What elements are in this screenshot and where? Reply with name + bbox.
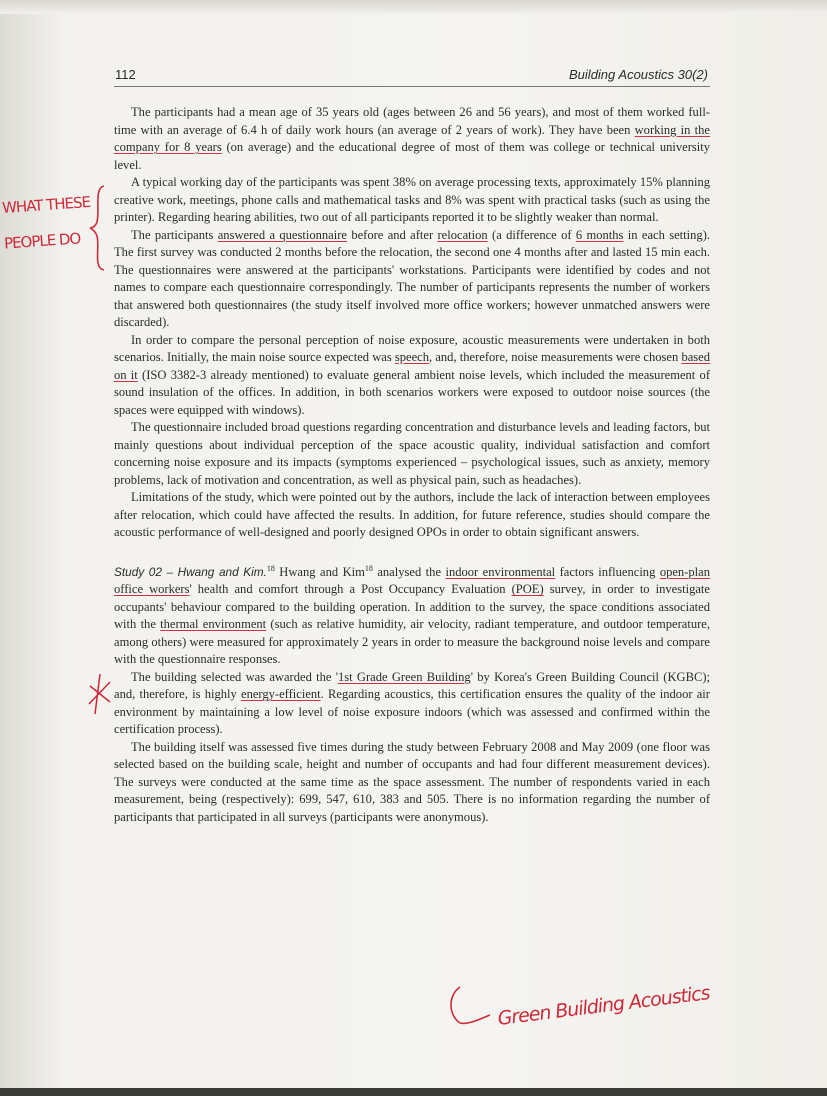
underlined-phrase: thermal environment bbox=[160, 617, 267, 632]
text-run: Hwang and Kim bbox=[274, 564, 365, 579]
underlined-phrase: answered a questionnaire bbox=[217, 227, 347, 242]
underlined-phrase: speech bbox=[394, 350, 430, 364]
hook-arrow-icon bbox=[446, 985, 494, 1027]
underlined-phrase: indoor environmental bbox=[445, 564, 556, 579]
reference-superscript: 18 bbox=[266, 563, 275, 573]
underlined-phrase: (POE) bbox=[511, 582, 544, 597]
body-paragraph bbox=[114, 419, 710, 489]
body-paragraph bbox=[114, 332, 710, 420]
text-run: ' by Korea's Green Building Council (KGBC); and, therefore, is highly bbox=[114, 669, 710, 702]
bottom-margin-note: Green Building Acoustics bbox=[496, 982, 711, 1030]
underlined-phrase: 6 months bbox=[575, 227, 624, 242]
body-paragraph bbox=[114, 174, 710, 227]
margin-note-line-1: WHAT THESE bbox=[1, 192, 91, 218]
body-paragraph bbox=[114, 489, 710, 542]
underlined-phrase: energy-efficient bbox=[241, 687, 321, 702]
text-run: analysed the bbox=[372, 564, 446, 579]
underlined-phrase: relocation bbox=[437, 227, 488, 242]
text-run: The participants had a mean age of 35 years old (ages between 26 and 56 years), and most of them worked full-time with an average of 6.4 h of daily work hours (an average of 2 years of work). They have been bbox=[114, 105, 710, 137]
text-run: (on average) and the educational degree of most of them was college or technical university level. bbox=[114, 140, 711, 172]
underlined-phrase: based on it bbox=[114, 350, 711, 382]
text-run: A typical working day of the participants was spent 38% on average processing texts, approximately 15% planning creative work, meetings, phone calls and mathematical tasks and 8% was spent with practical tasks (such as using the printer). Regarding hearing abilities, two out of all participants reported it to be slightly weaker than normal. bbox=[114, 175, 710, 224]
page-top-shadow bbox=[0, 0, 827, 14]
text-run: The building selected was awarded the ' bbox=[131, 669, 338, 684]
text-run: (such as relative humidity, air velocity, radiant temperature, and outdoor temperature, among others) were measured for approximately 2 years in order to measure the background noise levels and compare with the questionnaire responses. bbox=[114, 617, 710, 667]
body-paragraph bbox=[114, 739, 710, 827]
text-run: (a difference of bbox=[487, 227, 576, 242]
star-mark-icon bbox=[86, 672, 116, 716]
brace-mark-icon bbox=[88, 184, 110, 272]
journal-title: Building Acoustics 30(2) bbox=[569, 67, 708, 82]
underlined-phrase: 1st Grade Green Building bbox=[338, 669, 471, 684]
body-paragraph bbox=[114, 104, 710, 174]
page-number: 112 bbox=[115, 67, 136, 82]
text-run: , and, therefore, noise measurements were chosen bbox=[429, 350, 682, 364]
text-run: Limitations of the study, which were pointed out by the authors, include the lack of interaction between employees after relocation, which could have affected the results. In addition, for future reference, studies should compare the acoustic performance of well-designed and poorly designed OPOs in order to obtain significant answers. bbox=[114, 490, 710, 539]
body-paragraph bbox=[114, 669, 710, 739]
study-paragraph bbox=[114, 560, 710, 669]
running-header bbox=[114, 64, 710, 87]
page-bottom-edge bbox=[0, 1088, 827, 1096]
text-run: survey, in order to investigate occupants' behaviour compared to the building operation. In addition to the survey, the space conditions associated with the bbox=[114, 582, 710, 632]
body-text bbox=[114, 104, 710, 826]
study-heading: Study 02 – Hwang and Kim. bbox=[114, 564, 267, 579]
text-run: The participants bbox=[131, 227, 218, 242]
text-run: The building itself was assessed five times during the study between February 2008 and May 2009 (one floor was selected based on the building scale, height and number of occupants and had four different measurement devices). The surveys were conducted at the same time as the space assessment. The number of respondents varied in each measurement, being (respectively): 699, 547, 610, 383 and 505. There is no information regarding the number of participants that participated in all surveys (participants were anonymous). bbox=[114, 739, 710, 824]
text-run: . Regarding acoustics, this certification ensures the quality of the indoor air environment by maintaining a low level of noise exposure indoors (which was assessed and confirmed within the certification process). bbox=[114, 687, 710, 737]
body-paragraph bbox=[114, 227, 710, 332]
text-run: In order to compare the personal perception of noise exposure, acoustic measurements were undertaken in both scenarios. Initially, the main noise source expected was bbox=[114, 332, 710, 364]
underlined-phrase: open-plan office workers bbox=[114, 564, 710, 597]
text-run: ' health and comfort through a Post Occupancy Evaluation bbox=[189, 582, 512, 597]
text-run: The questionnaire included broad questions regarding concentration and disturbance levels and leading factors, but mainly questions about individual perception of the space acoustic quality, individual satisfaction and comfort concerning noise exposure and its impacts (symptoms experienced – psychological issues, such as anxiety, memory problems, lack of motivation and concentration, as well as physical pain, such as headaches). bbox=[114, 420, 710, 487]
text-run: (ISO 3382-3 already mentioned) to evaluate general ambient noise levels, which included the measurement of sound insulation of the offices. In addition, in both scenarios workers were exposed to outdoor noise sources (the spaces were equipped with windows). bbox=[114, 367, 711, 417]
margin-note-line-2: PEOPLE DO bbox=[3, 229, 81, 253]
underlined-phrase: working in the company for 8 years bbox=[114, 122, 710, 154]
text-run: in each setting). The first survey was conducted 2 months before the relocation, the second one 4 months after and lasted 15 min each. The questionnaires were answered at the participants' workstations. Participants were identified by codes and not names to compare each questionnaire correspondingly. The number of participants represents the number of workers that answered both questionnaires (the study itself involved more office workers; however unmatched answers were discarded). bbox=[114, 227, 711, 329]
text-run: before and after bbox=[346, 227, 438, 242]
text-run: factors influencing bbox=[555, 564, 660, 579]
reference-superscript: 18 bbox=[364, 563, 373, 573]
